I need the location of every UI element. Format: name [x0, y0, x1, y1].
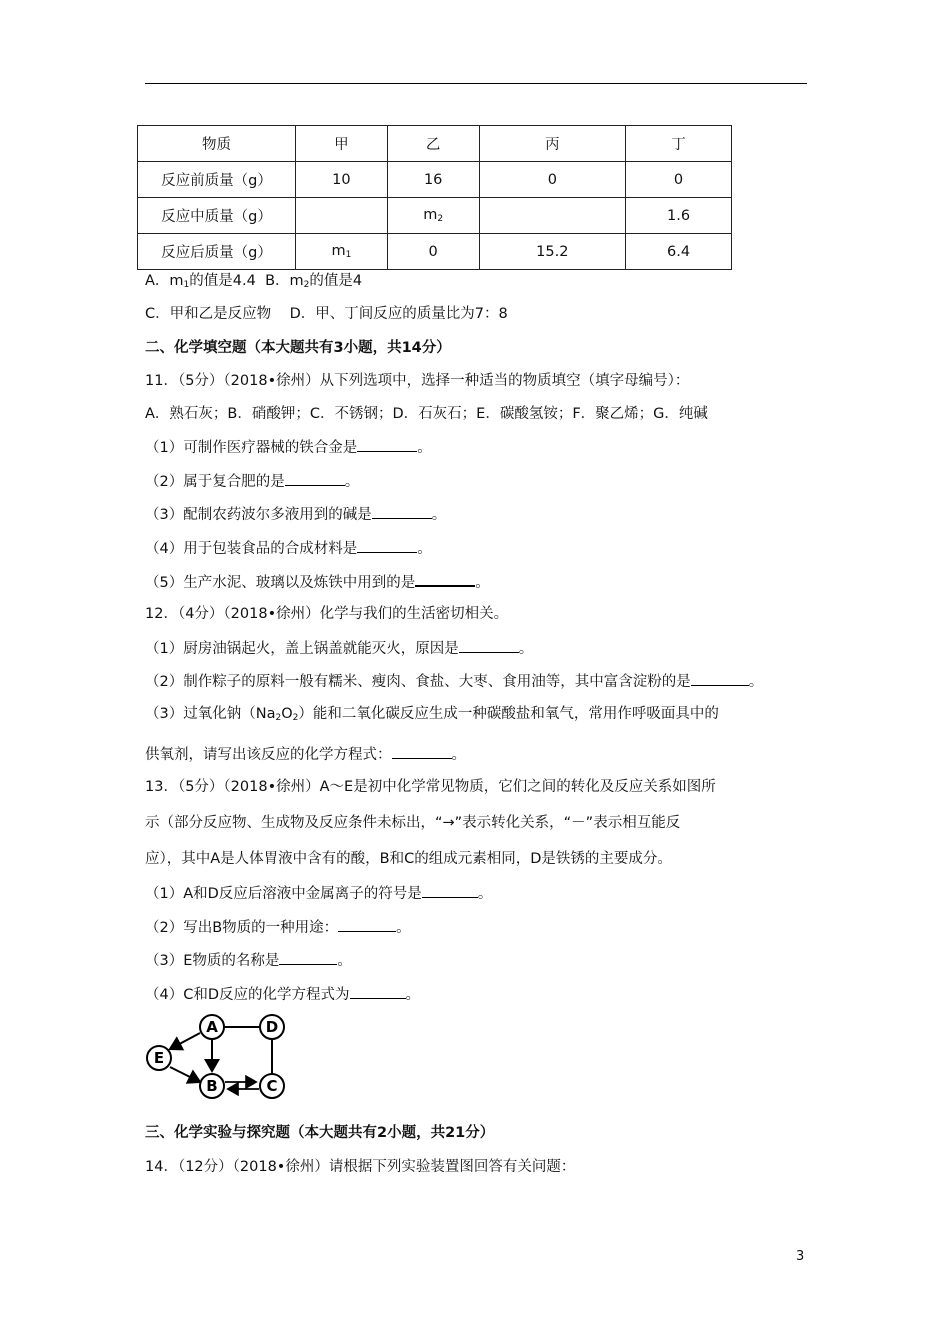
period: 。 — [451, 747, 466, 763]
q12-part2 — [145, 671, 763, 692]
period: 。 — [417, 440, 432, 456]
table-header-row — [138, 126, 732, 162]
q13-part4-text: （4）C和D反应的化学方程式为 — [145, 987, 350, 1003]
answer-blank[interactable] — [285, 471, 345, 486]
node-b — [200, 1074, 224, 1098]
table-cell: 反应前质量（g） — [138, 162, 296, 198]
o-subscript: 2 — [292, 713, 299, 723]
node-e — [147, 1046, 171, 1070]
answer-blank[interactable] — [357, 437, 417, 452]
na-subscript: 2 — [275, 713, 282, 723]
q13-line1: 13．（5分）（2018•徐州）A～E是初中化学常见物质，它们之间的转化及反应关系如图所 — [145, 779, 716, 795]
option-b-rest: 的值是4 — [309, 273, 363, 289]
section2-heading: 二、化学填空题（本大题共有3小题，共14分） — [145, 340, 451, 356]
option-a-rest: 的值是4.4 — [189, 273, 256, 289]
option-b-prefix: B．m — [265, 273, 304, 289]
table-cell: 乙 — [387, 126, 479, 162]
table-cell: 16 — [387, 162, 479, 198]
period: 。 — [431, 507, 447, 523]
option-d: D．甲、丁间反应的质量比为7：8 — [289, 306, 508, 322]
header-rule — [145, 83, 807, 84]
q11-part1-text: （1）可制作医疗器械的铁合金是 — [145, 440, 358, 456]
options-ab — [145, 271, 362, 295]
table-cell — [479, 198, 626, 234]
mass-table — [137, 125, 732, 270]
q13-part2-text: （2）写出B物质的一种用途： — [145, 920, 339, 936]
m1-subscript: 1 — [345, 250, 352, 260]
answer-blank[interactable] — [338, 917, 396, 932]
q12-part3 — [145, 704, 719, 728]
q12-part2-text: （2）制作粽子的原料一般有糯米、瘦肉、食盐、大枣、食用油等，其中富含淀粉的是 — [145, 674, 691, 690]
node-a-label: A — [206, 1018, 218, 1036]
answer-blank[interactable] — [422, 883, 478, 898]
q11-part1 — [145, 437, 432, 458]
answer-blank[interactable] — [459, 638, 519, 653]
table-cell: 6.4 — [626, 234, 732, 270]
table-cell: 10 — [296, 162, 388, 198]
table-row — [138, 162, 732, 198]
section3-heading: 三、化学实验与探究题（本大题共有2小题，共21分） — [145, 1125, 495, 1141]
table-cell: 1.6 — [626, 198, 732, 234]
q14-stem: 14．（12分）（2018•徐州）请根据下列实验装置图回答有关问题： — [145, 1159, 576, 1175]
q12-part3-line2 — [145, 744, 466, 765]
q11-stem: 11．（5分）（2018•徐州）从下列选项中，选择一种适当的物质填空（填字母编号）： — [145, 373, 690, 389]
table-cell: 0 — [626, 162, 732, 198]
period: 。 — [477, 886, 493, 902]
table-cell: 0 — [479, 162, 626, 198]
q11-part3 — [145, 504, 446, 525]
q13-part3 — [145, 950, 352, 971]
table-cell: 反应后质量（g） — [138, 234, 296, 270]
q11-part5-text: （5）生产水泥、玻璃以及炼铁中用到的是 — [145, 575, 416, 591]
answer-blank[interactable] — [415, 571, 475, 587]
table-cell — [296, 234, 388, 270]
q11-part2-text: （2）属于复合肥的是 — [145, 474, 285, 490]
m2-symbol: m — [423, 207, 438, 223]
period: 。 — [396, 920, 411, 936]
node-d — [260, 1015, 284, 1039]
q13-part1-text: （1）A和D反应后溶液中金属离子的符号是 — [145, 886, 422, 902]
q13-part3-text: （3）E物质的名称是 — [145, 953, 280, 969]
answer-blank[interactable] — [392, 744, 452, 759]
period: 。 — [518, 641, 534, 657]
q11-part5 — [145, 571, 490, 593]
q12-part1 — [145, 638, 533, 659]
q13-part2 — [145, 917, 411, 938]
o-symbol: O — [281, 706, 293, 722]
q13-line3: 应），其中A是人体胃液中含有的酸，B和C的组成元素相同，D是铁锈的主要成分。 — [145, 851, 672, 867]
table-cell: 丙 — [479, 126, 626, 162]
q12-part1-text: （1）厨房油锅起火，盖上锅盖就能灭火，原因是 — [145, 641, 459, 657]
table-cell: 0 — [387, 234, 479, 270]
q11-part3-text: （3）配制农药波尔多液用到的碱是 — [145, 507, 372, 523]
table-cell: 甲 — [296, 126, 388, 162]
m1-symbol: m — [331, 243, 346, 259]
option-a-prefix: A．m — [145, 273, 184, 289]
answer-blank[interactable] — [357, 538, 417, 553]
edge-e-b — [170, 1067, 200, 1082]
period: 。 — [417, 541, 432, 557]
table-cell — [387, 198, 479, 234]
conversion-diagram — [143, 1012, 293, 1100]
q12-part3-pre: （3）过氧化钠（Na — [145, 706, 276, 722]
table-row — [138, 234, 732, 270]
q12-stem: 12．（4分）（2018•徐州）化学与我们的生活密切相关。 — [145, 606, 509, 622]
option-c: C．甲和乙是反应物 — [145, 306, 272, 322]
answer-blank[interactable] — [691, 671, 749, 686]
node-c — [260, 1074, 284, 1098]
m2-subscript: 2 — [437, 214, 444, 224]
page-number: 3 — [796, 1249, 805, 1264]
table-cell: 物质 — [138, 126, 296, 162]
q11-part2 — [145, 471, 359, 492]
answer-blank[interactable] — [372, 504, 432, 519]
table-cell: 丁 — [626, 126, 732, 162]
node-b-label: B — [206, 1077, 218, 1095]
q12-part3-line2-text: 供氧剂，请写出该反应的化学方程式： — [145, 747, 392, 763]
answer-blank[interactable] — [279, 950, 337, 965]
period: 。 — [344, 474, 360, 490]
period: 。 — [475, 575, 490, 591]
period: 。 — [405, 987, 421, 1003]
table-cell: 15.2 — [479, 234, 626, 270]
q13-part4 — [145, 984, 420, 1005]
q11-part4-text: （4）用于包装食品的合成材料是 — [145, 541, 358, 557]
table-cell — [296, 198, 388, 234]
q13-part1 — [145, 883, 492, 904]
table-cell: 反应中质量（g） — [138, 198, 296, 234]
table-row — [138, 198, 732, 234]
node-d-label: D — [265, 1018, 279, 1036]
q13-line2: 示（部分反应物、生成物及反应条件未标出，“→”表示转化关系，“－”表示相互能反 — [145, 815, 681, 831]
options-cd — [145, 304, 508, 324]
node-e-label: E — [153, 1049, 165, 1067]
edge-a-e — [170, 1033, 200, 1049]
period: 。 — [748, 674, 764, 690]
node-c-label: C — [266, 1077, 278, 1095]
q11-part4 — [145, 538, 432, 559]
q12-part3-post: ）能和二氧化碳反应生成一种碳酸盐和氧气，常用作呼吸面具中的 — [298, 706, 719, 722]
period: 。 — [337, 953, 352, 969]
q11-choices: A．熟石灰；B．硝酸钾；C．不锈钢；D．石灰石；E．碳酸氢铵；F．聚乙烯；G．纯碱 — [145, 406, 708, 422]
answer-blank[interactable] — [350, 984, 406, 999]
option-a-sub: 1 — [183, 280, 190, 290]
node-a — [200, 1015, 224, 1039]
option-b-sub: 2 — [303, 280, 310, 290]
